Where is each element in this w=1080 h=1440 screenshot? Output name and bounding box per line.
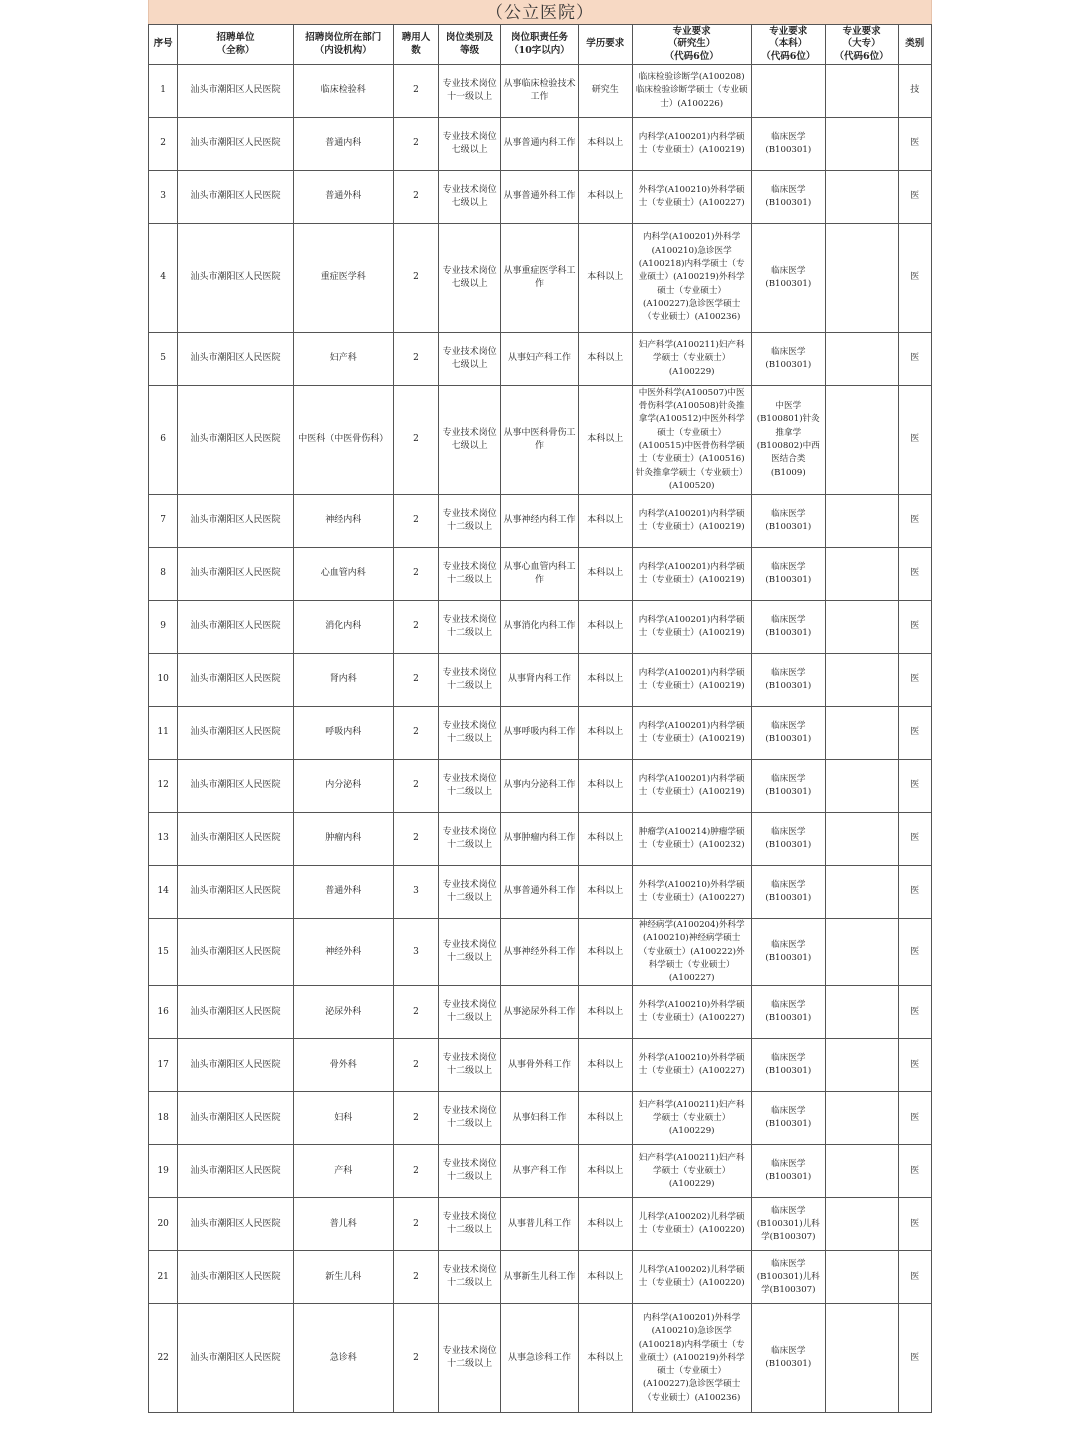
cell-major-postgrad: 内科学(A100201)内科学硕士（专业硕士）(A100219) xyxy=(632,118,751,171)
cell-dept: 妇产科 xyxy=(293,333,393,386)
cell-grade: 专业技术岗位十二级以上 xyxy=(439,813,501,866)
cell-unit: 汕头市潮阳区人民医院 xyxy=(178,333,293,386)
cell-count: 2 xyxy=(393,1039,439,1092)
cell-major-bachelor: 临床医学(B100301)儿科学(B100307) xyxy=(751,1198,825,1251)
cell-major-college xyxy=(825,495,898,548)
cell-major-postgrad: 内科学(A100201)外科学(A100210)急诊医学(A100218)内科学硕士（专业硕士）(A100219)外科学硕士（专业硕士）(A100227)急诊医学硕士（专业硕士）(A100236) xyxy=(632,1304,751,1413)
cell-dept: 临床检验科 xyxy=(293,65,393,118)
cell-grade: 专业技术岗位十二级以上 xyxy=(439,1145,501,1198)
cell-seq: 8 xyxy=(149,548,178,601)
cell-unit: 汕头市潮阳区人民医院 xyxy=(178,1304,293,1413)
cell-type: 技 xyxy=(898,65,931,118)
cell-edu: 本科以上 xyxy=(578,919,632,986)
cell-unit: 汕头市潮阳区人民医院 xyxy=(178,1092,293,1145)
cell-count: 2 xyxy=(393,548,439,601)
cell-edu: 本科以上 xyxy=(578,866,632,919)
cell-edu: 本科以上 xyxy=(578,1251,632,1304)
cell-major-college xyxy=(825,1092,898,1145)
table-row xyxy=(149,386,932,495)
cell-major-bachelor: 临床医学(B100301) xyxy=(751,919,825,986)
cell-dept: 内分泌科 xyxy=(293,760,393,813)
cell-major-postgrad: 外科学(A100210)外科学硕士（专业硕士）(A100227) xyxy=(632,866,751,919)
cell-dept: 重症医学科 xyxy=(293,224,393,333)
table-row xyxy=(149,65,932,118)
cell-count: 2 xyxy=(393,386,439,495)
cell-major-bachelor: 临床医学(B100301) xyxy=(751,171,825,224)
cell-major-college xyxy=(825,986,898,1039)
cell-seq: 11 xyxy=(149,707,178,760)
cell-type: 医 xyxy=(898,386,931,495)
cell-grade: 专业技术岗位十二级以上 xyxy=(439,1039,501,1092)
cell-major-postgrad: 妇产科学(A100211)妇产科学硕士（专业硕士）(A100229) xyxy=(632,333,751,386)
cell-type: 医 xyxy=(898,1092,931,1145)
cell-major-college xyxy=(825,1304,898,1413)
table-row xyxy=(149,1198,932,1251)
cell-major-college xyxy=(825,760,898,813)
cell-major-postgrad: 神经病学(A100204)外科学(A100210)神经病学硕士（专业硕士）(A100222)外科学硕士（专业硕士）(A100227) xyxy=(632,919,751,986)
cell-count: 2 xyxy=(393,171,439,224)
cell-edu: 本科以上 xyxy=(578,386,632,495)
cell-type: 医 xyxy=(898,495,931,548)
cell-unit: 汕头市潮阳区人民医院 xyxy=(178,986,293,1039)
header-row xyxy=(149,25,932,65)
cell-grade: 专业技术岗位十二级以上 xyxy=(439,1251,501,1304)
cell-count: 2 xyxy=(393,654,439,707)
cell-count: 2 xyxy=(393,813,439,866)
cell-major-postgrad: 内科学(A100201)外科学(A100210)急诊医学(A100218)内科学硕士（专业硕士）(A100219)外科学硕士（专业硕士）(A100227)急诊医学硕士（专业硕士）(A100236) xyxy=(632,224,751,333)
cell-major-bachelor: 中医学(B100801)针灸推拿学(B100802)中西医结合类(B1009) xyxy=(751,386,825,495)
cell-duty: 从事中医科骨伤工作 xyxy=(501,386,579,495)
cell-seq: 17 xyxy=(149,1039,178,1092)
cell-seq: 16 xyxy=(149,986,178,1039)
cell-edu: 本科以上 xyxy=(578,1092,632,1145)
cell-count: 2 xyxy=(393,495,439,548)
cell-major-bachelor: 临床医学(B100301) xyxy=(751,1092,825,1145)
cell-major-college xyxy=(825,866,898,919)
cell-major-postgrad: 内科学(A100201)内科学硕士（专业硕士）(A100219) xyxy=(632,760,751,813)
cell-major-postgrad: 内科学(A100201)内科学硕士（专业硕士）(A100219) xyxy=(632,707,751,760)
table-row xyxy=(149,495,932,548)
cell-seq: 18 xyxy=(149,1092,178,1145)
cell-dept: 呼吸内科 xyxy=(293,707,393,760)
cell-major-postgrad: 内科学(A100201)内科学硕士（专业硕士）(A100219) xyxy=(632,654,751,707)
cell-dept: 心血管内科 xyxy=(293,548,393,601)
cell-seq: 1 xyxy=(149,65,178,118)
cell-count: 2 xyxy=(393,224,439,333)
cell-count: 2 xyxy=(393,707,439,760)
cell-duty: 从事普通外科工作 xyxy=(501,866,579,919)
cell-unit: 汕头市潮阳区人民医院 xyxy=(178,386,293,495)
cell-count: 2 xyxy=(393,333,439,386)
cell-dept: 急诊科 xyxy=(293,1304,393,1413)
cell-grade: 专业技术岗位七级以上 xyxy=(439,118,501,171)
cell-dept: 神经外科 xyxy=(293,919,393,986)
cell-major-college xyxy=(825,1251,898,1304)
cell-type: 医 xyxy=(898,1304,931,1413)
cell-unit: 汕头市潮阳区人民医院 xyxy=(178,548,293,601)
cell-unit: 汕头市潮阳区人民医院 xyxy=(178,1039,293,1092)
cell-type: 医 xyxy=(898,919,931,986)
cell-grade: 专业技术岗位七级以上 xyxy=(439,224,501,333)
cell-unit: 汕头市潮阳区人民医院 xyxy=(178,224,293,333)
cell-major-college xyxy=(825,118,898,171)
cell-dept: 肿瘤内科 xyxy=(293,813,393,866)
cell-unit: 汕头市潮阳区人民医院 xyxy=(178,919,293,986)
cell-grade: 专业技术岗位七级以上 xyxy=(439,333,501,386)
cell-major-college xyxy=(825,224,898,333)
header-type: 类别 xyxy=(898,25,931,65)
cell-count: 2 xyxy=(393,1304,439,1413)
cell-major-bachelor: 临床医学(B100301) xyxy=(751,1304,825,1413)
cell-dept: 妇科 xyxy=(293,1092,393,1145)
cell-edu: 本科以上 xyxy=(578,813,632,866)
cell-edu: 本科以上 xyxy=(578,224,632,333)
cell-duty: 从事肿瘤内科工作 xyxy=(501,813,579,866)
cell-major-bachelor: 临床医学(B100301) xyxy=(751,601,825,654)
cell-count: 2 xyxy=(393,986,439,1039)
cell-unit: 汕头市潮阳区人民医院 xyxy=(178,866,293,919)
cell-major-bachelor: 临床医学(B100301) xyxy=(751,333,825,386)
cell-major-postgrad: 肿瘤学(A100214)肿瘤学硕士（专业硕士）(A100232) xyxy=(632,813,751,866)
cell-type: 医 xyxy=(898,118,931,171)
table-body xyxy=(149,65,932,1413)
cell-count: 2 xyxy=(393,1145,439,1198)
cell-type: 医 xyxy=(898,224,931,333)
cell-major-postgrad: 内科学(A100201)内科学硕士（专业硕士）(A100219) xyxy=(632,548,751,601)
table-row xyxy=(149,654,932,707)
table-row xyxy=(149,919,932,986)
cell-count: 2 xyxy=(393,118,439,171)
cell-type: 医 xyxy=(898,866,931,919)
table-row xyxy=(149,118,932,171)
cell-major-bachelor: 临床医学(B100301) xyxy=(751,1145,825,1198)
cell-major-postgrad: 临床检验诊断学(A100208)临床检验诊断学硕士（专业硕士）(A100226) xyxy=(632,65,751,118)
cell-duty: 从事产科工作 xyxy=(501,1145,579,1198)
cell-edu: 本科以上 xyxy=(578,654,632,707)
cell-type: 医 xyxy=(898,707,931,760)
cell-seq: 22 xyxy=(149,1304,178,1413)
cell-seq: 7 xyxy=(149,495,178,548)
cell-major-college xyxy=(825,1198,898,1251)
cell-major-college xyxy=(825,333,898,386)
cell-seq: 13 xyxy=(149,813,178,866)
cell-grade: 专业技术岗位十二级以上 xyxy=(439,1304,501,1413)
table-row xyxy=(149,1092,932,1145)
table-row xyxy=(149,1145,932,1198)
table-row xyxy=(149,333,932,386)
cell-dept: 新生儿科 xyxy=(293,1251,393,1304)
cell-major-college xyxy=(825,386,898,495)
cell-unit: 汕头市潮阳区人民医院 xyxy=(178,601,293,654)
cell-type: 医 xyxy=(898,1145,931,1198)
header-edu: 学历要求 xyxy=(578,25,632,65)
cell-unit: 汕头市潮阳区人民医院 xyxy=(178,1251,293,1304)
cell-duty: 从事妇产科工作 xyxy=(501,333,579,386)
cell-grade: 专业技术岗位十二级以上 xyxy=(439,548,501,601)
cell-duty: 从事骨外科工作 xyxy=(501,1039,579,1092)
cell-count: 2 xyxy=(393,601,439,654)
cell-dept: 普儿科 xyxy=(293,1198,393,1251)
cell-dept: 消化内科 xyxy=(293,601,393,654)
table-row xyxy=(149,866,932,919)
cell-duty: 从事普通内科工作 xyxy=(501,118,579,171)
cell-edu: 本科以上 xyxy=(578,118,632,171)
cell-count: 2 xyxy=(393,760,439,813)
cell-dept: 骨外科 xyxy=(293,1039,393,1092)
cell-major-bachelor: 临床医学(B100301) xyxy=(751,760,825,813)
cell-type: 医 xyxy=(898,654,931,707)
cell-major-college xyxy=(825,548,898,601)
cell-major-college xyxy=(825,654,898,707)
header-major-bachelor: 专业要求 （本科） （代码6位） xyxy=(751,25,825,65)
cell-major-postgrad: 外科学(A100210)外科学硕士（专业硕士）(A100227) xyxy=(632,986,751,1039)
cell-major-college xyxy=(825,707,898,760)
cell-unit: 汕头市潮阳区人民医院 xyxy=(178,654,293,707)
cell-type: 医 xyxy=(898,986,931,1039)
cell-major-bachelor: 临床医学(B100301) xyxy=(751,548,825,601)
cell-major-bachelor: 临床医学(B100301) xyxy=(751,813,825,866)
cell-type: 医 xyxy=(898,1198,931,1251)
cell-major-college xyxy=(825,919,898,986)
cell-type: 医 xyxy=(898,1251,931,1304)
cell-major-postgrad: 内科学(A100201)内科学硕士（专业硕士）(A100219) xyxy=(632,601,751,654)
cell-major-bachelor: 临床医学(B100301) xyxy=(751,986,825,1039)
cell-duty: 从事临床检验技术工作 xyxy=(501,65,579,118)
cell-unit: 汕头市潮阳区人民医院 xyxy=(178,171,293,224)
cell-seq: 15 xyxy=(149,919,178,986)
cell-duty: 从事重症医学科工作 xyxy=(501,224,579,333)
cell-unit: 汕头市潮阳区人民医院 xyxy=(178,760,293,813)
cell-major-postgrad: 妇产科学(A100211)妇产科学硕士（专业硕士）(A100229) xyxy=(632,1145,751,1198)
cell-duty: 从事妇科工作 xyxy=(501,1092,579,1145)
cell-major-college xyxy=(825,1145,898,1198)
cell-dept: 普通内科 xyxy=(293,118,393,171)
cell-dept: 产科 xyxy=(293,1145,393,1198)
header-seq: 序号 xyxy=(149,25,178,65)
cell-dept: 神经内科 xyxy=(293,495,393,548)
cell-major-bachelor xyxy=(751,65,825,118)
cell-duty: 从事泌尿外科工作 xyxy=(501,986,579,1039)
cell-major-postgrad: 内科学(A100201)内科学硕士（专业硕士）(A100219) xyxy=(632,495,751,548)
cell-major-postgrad: 外科学(A100210)外科学硕士（专业硕士）(A100227) xyxy=(632,1039,751,1092)
cell-unit: 汕头市潮阳区人民医院 xyxy=(178,707,293,760)
cell-edu: 本科以上 xyxy=(578,1304,632,1413)
cell-grade: 专业技术岗位十二级以上 xyxy=(439,654,501,707)
cell-duty: 从事急诊科工作 xyxy=(501,1304,579,1413)
cell-major-postgrad: 儿科学(A100202)儿科学硕士（专业硕士）(A100220) xyxy=(632,1198,751,1251)
cell-seq: 2 xyxy=(149,118,178,171)
cell-edu: 本科以上 xyxy=(578,1198,632,1251)
cell-edu: 本科以上 xyxy=(578,1145,632,1198)
table-row xyxy=(149,1251,932,1304)
cell-edu: 本科以上 xyxy=(578,1039,632,1092)
cell-major-college xyxy=(825,171,898,224)
cell-grade: 专业技术岗位十二级以上 xyxy=(439,495,501,548)
cell-major-bachelor: 临床医学(B100301)儿科学(B100307) xyxy=(751,1251,825,1304)
cell-dept: 中医科（中医骨伤科） xyxy=(293,386,393,495)
cell-dept: 普通外科 xyxy=(293,866,393,919)
cell-edu: 本科以上 xyxy=(578,707,632,760)
cell-grade: 专业技术岗位七级以上 xyxy=(439,386,501,495)
cell-major-college xyxy=(825,65,898,118)
recruitment-document xyxy=(148,0,932,1413)
cell-count: 2 xyxy=(393,65,439,118)
cell-duty: 从事普通外科工作 xyxy=(501,171,579,224)
cell-count: 2 xyxy=(393,1092,439,1145)
cell-unit: 汕头市潮阳区人民医院 xyxy=(178,118,293,171)
cell-seq: 3 xyxy=(149,171,178,224)
cell-duty: 从事肾内科工作 xyxy=(501,654,579,707)
header-major-postgrad: 专业要求 （研究生） （代码6位） xyxy=(632,25,751,65)
page-title: （公立医院） xyxy=(148,0,932,24)
cell-type: 医 xyxy=(898,813,931,866)
cell-seq: 12 xyxy=(149,760,178,813)
table-row xyxy=(149,760,932,813)
cell-unit: 汕头市潮阳区人民医院 xyxy=(178,495,293,548)
table-row xyxy=(149,1039,932,1092)
cell-major-postgrad: 妇产科学(A100211)妇产科学硕士（专业硕士）(A100229) xyxy=(632,1092,751,1145)
cell-unit: 汕头市潮阳区人民医院 xyxy=(178,813,293,866)
cell-edu: 本科以上 xyxy=(578,171,632,224)
cell-major-postgrad: 中医外科学(A100507)中医骨伤科学(A100508)针灸推拿学(A100512)中医外科学硕士（专业硕士）(A100515)中医骨伤科学硕士（专业硕士）(A100516)针灸推拿学硕士（专业硕士）(A100520) xyxy=(632,386,751,495)
cell-seq: 5 xyxy=(149,333,178,386)
cell-seq: 20 xyxy=(149,1198,178,1251)
cell-duty: 从事心血管内科工作 xyxy=(501,548,579,601)
cell-type: 医 xyxy=(898,1039,931,1092)
cell-major-college xyxy=(825,813,898,866)
cell-edu: 本科以上 xyxy=(578,760,632,813)
cell-grade: 专业技术岗位十二级以上 xyxy=(439,707,501,760)
cell-major-postgrad: 外科学(A100210)外科学硕士（专业硕士）(A100227) xyxy=(632,171,751,224)
header-duty: 岗位职责任务 （10字以内） xyxy=(501,25,579,65)
cell-seq: 9 xyxy=(149,601,178,654)
cell-major-bachelor: 临床医学(B100301) xyxy=(751,118,825,171)
cell-seq: 14 xyxy=(149,866,178,919)
cell-type: 医 xyxy=(898,171,931,224)
header-grade: 岗位类别及 等级 xyxy=(439,25,501,65)
cell-duty: 从事消化内科工作 xyxy=(501,601,579,654)
cell-edu: 本科以上 xyxy=(578,333,632,386)
cell-edu: 本科以上 xyxy=(578,601,632,654)
table-row xyxy=(149,1304,932,1413)
cell-seq: 4 xyxy=(149,224,178,333)
cell-dept: 普通外科 xyxy=(293,171,393,224)
cell-major-bachelor: 临床医学(B100301) xyxy=(751,224,825,333)
cell-type: 医 xyxy=(898,548,931,601)
cell-major-bachelor: 临床医学(B100301) xyxy=(751,866,825,919)
header-count: 聘用人 数 xyxy=(393,25,439,65)
cell-type: 医 xyxy=(898,333,931,386)
cell-grade: 专业技术岗位十二级以上 xyxy=(439,1092,501,1145)
cell-unit: 汕头市潮阳区人民医院 xyxy=(178,65,293,118)
cell-count: 2 xyxy=(393,1251,439,1304)
cell-duty: 从事神经内科工作 xyxy=(501,495,579,548)
header-dept: 招聘岗位所在部门 （内设机构） xyxy=(293,25,393,65)
table-row xyxy=(149,986,932,1039)
cell-major-college xyxy=(825,1039,898,1092)
cell-count: 2 xyxy=(393,1198,439,1251)
cell-dept: 肾内科 xyxy=(293,654,393,707)
cell-major-college xyxy=(825,601,898,654)
cell-type: 医 xyxy=(898,601,931,654)
cell-count: 3 xyxy=(393,919,439,986)
cell-grade: 专业技术岗位十二级以上 xyxy=(439,866,501,919)
cell-duty: 从事新生儿科工作 xyxy=(501,1251,579,1304)
cell-grade: 专业技术岗位十二级以上 xyxy=(439,601,501,654)
cell-major-bachelor: 临床医学(B100301) xyxy=(751,654,825,707)
cell-type: 医 xyxy=(898,760,931,813)
cell-duty: 从事神经外科工作 xyxy=(501,919,579,986)
cell-seq: 21 xyxy=(149,1251,178,1304)
cell-grade: 专业技术岗位十二级以上 xyxy=(439,760,501,813)
cell-duty: 从事普儿科工作 xyxy=(501,1198,579,1251)
recruitment-table xyxy=(148,24,932,1413)
cell-grade: 专业技术岗位十二级以上 xyxy=(439,986,501,1039)
cell-seq: 19 xyxy=(149,1145,178,1198)
cell-grade: 专业技术岗位十一级以上 xyxy=(439,65,501,118)
cell-dept: 泌尿外科 xyxy=(293,986,393,1039)
table-row xyxy=(149,171,932,224)
cell-major-bachelor: 临床医学(B100301) xyxy=(751,1039,825,1092)
cell-grade: 专业技术岗位七级以上 xyxy=(439,171,501,224)
cell-count: 3 xyxy=(393,866,439,919)
table-row xyxy=(149,813,932,866)
table-row xyxy=(149,707,932,760)
table-row xyxy=(149,224,932,333)
cell-grade: 专业技术岗位十二级以上 xyxy=(439,919,501,986)
cell-unit: 汕头市潮阳区人民医院 xyxy=(178,1145,293,1198)
cell-unit: 汕头市潮阳区人民医院 xyxy=(178,1198,293,1251)
table-row xyxy=(149,601,932,654)
header-unit: 招聘单位 （全称） xyxy=(178,25,293,65)
cell-edu: 本科以上 xyxy=(578,986,632,1039)
cell-major-postgrad: 儿科学(A100202)儿科学硕士（专业硕士）(A100220) xyxy=(632,1251,751,1304)
header-major-college: 专业要求 （大专） （代码6位） xyxy=(825,25,898,65)
cell-seq: 10 xyxy=(149,654,178,707)
table-row xyxy=(149,548,932,601)
cell-major-bachelor: 临床医学(B100301) xyxy=(751,495,825,548)
cell-edu: 研究生 xyxy=(578,65,632,118)
cell-seq: 6 xyxy=(149,386,178,495)
cell-duty: 从事呼吸内科工作 xyxy=(501,707,579,760)
cell-edu: 本科以上 xyxy=(578,495,632,548)
cell-edu: 本科以上 xyxy=(578,548,632,601)
cell-grade: 专业技术岗位十二级以上 xyxy=(439,1198,501,1251)
cell-duty: 从事内分泌科工作 xyxy=(501,760,579,813)
cell-major-bachelor: 临床医学(B100301) xyxy=(751,707,825,760)
